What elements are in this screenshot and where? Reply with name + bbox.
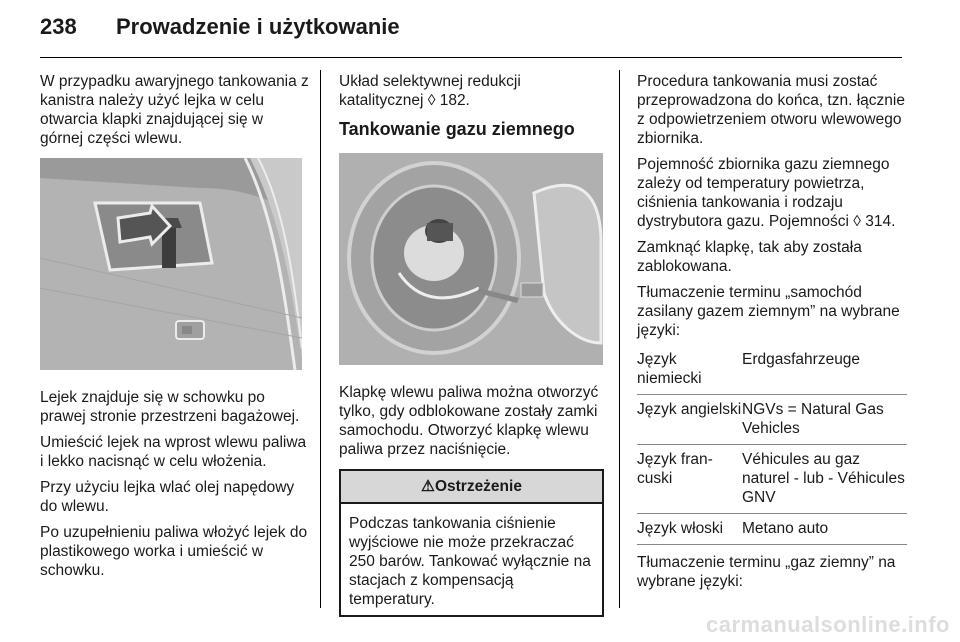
column-3 [637, 72, 909, 598]
paragraph: Zamknąć klapkę, tak aby została zablokowana. [637, 239, 862, 275]
page-number: 238 [40, 14, 77, 39]
language-cell: Język włoski [637, 520, 724, 537]
header-rule [40, 57, 902, 58]
term-cell: Erdgasfahrzeuge [742, 351, 861, 368]
language-cell: Język fran-cuski [637, 451, 713, 487]
paragraph: Po uzupełnieniu paliwa włożyć lejek do plastikowego worka i umieścić w schowku. [40, 524, 308, 579]
section-heading: Tankowanie gazu ziemnego [339, 119, 575, 139]
paragraph: W przypadku awaryjnego tankowania z kanistra należy użyć lejka w celu otwarcia klapki znajdującej się w górnej części wlewu. [40, 73, 309, 147]
language-cell: Język niemiecki [637, 351, 702, 387]
paragraph: Pojemność zbiornika gazu ziemnego zależy od temperatury powietrza, ciśnienia tankowania i rodzaju dystrybutora gazu. Pojemności ◊ 314. [637, 156, 896, 230]
column-divider-2 [619, 70, 620, 608]
warning-box [339, 469, 604, 617]
term-cell: Metano auto [742, 520, 829, 537]
gas-filler-flap-illustration [339, 153, 603, 365]
paragraph: Klapkę wlewu paliwa można otworzyć tylko, gdy odblokowane zostały zamki samochodu. Otworzyć klapkę wlewu paliwa przez naciśnięcie. [339, 384, 599, 458]
trunk-funnel-illustration [40, 158, 302, 370]
column-divider-1 [320, 70, 321, 608]
paragraph: Przy użyciu lejka wlać olej napędowy do wlewu. [40, 479, 295, 515]
warning-title: ⚠Ostrzeżenie [341, 471, 602, 504]
table-row [637, 445, 907, 514]
language-cell: Język angielski [637, 401, 742, 418]
paragraph: Tłumaczenie terminu „gaz ziemny” na wybrane języki: [637, 554, 896, 590]
paragraph: Układ selektywnej redukcji katalitycznej ◊ 182. [339, 73, 521, 109]
paragraph: Lejek znajduje się w schowku po prawej stronie przestrzeni bagażowej. [40, 389, 300, 425]
table-row [637, 514, 907, 545]
warning-text: Podczas tankowania ciśnienie wyjściowe nie może przekraczać 250 barów. Tankować wyłącznie na stacjach z kompensacją temperatury. [349, 515, 591, 608]
paragraph: Procedura tankowania musi zostać przeprowadzona do końca, tzn. łącznie z odpowietrzeniem otworu wlewowego zbiornika. [637, 73, 905, 147]
paragraph: Tłumaczenie terminu „samochód zasilany gazem ziemnym” na wybrane języki: [637, 284, 900, 339]
term-cell: Véhicules au gaz naturel - lub - Véhicules GNV [742, 451, 905, 506]
column-2 [339, 72, 604, 617]
page-title: Prowadzenie i użytkowanie [116, 14, 400, 39]
paragraph: Umieścić lejek na wprost wlewu paliwa i lekko nacisnąć w celu włożenia. [40, 434, 307, 470]
watermark: carmanualsonline.info [706, 612, 950, 637]
page-header [40, 14, 400, 40]
translation-table [637, 345, 907, 545]
table-row [637, 395, 907, 445]
column-1 [40, 72, 310, 587]
term-cell: NGVs = Natural Gas Vehicles [742, 401, 884, 437]
table-row [637, 345, 907, 395]
